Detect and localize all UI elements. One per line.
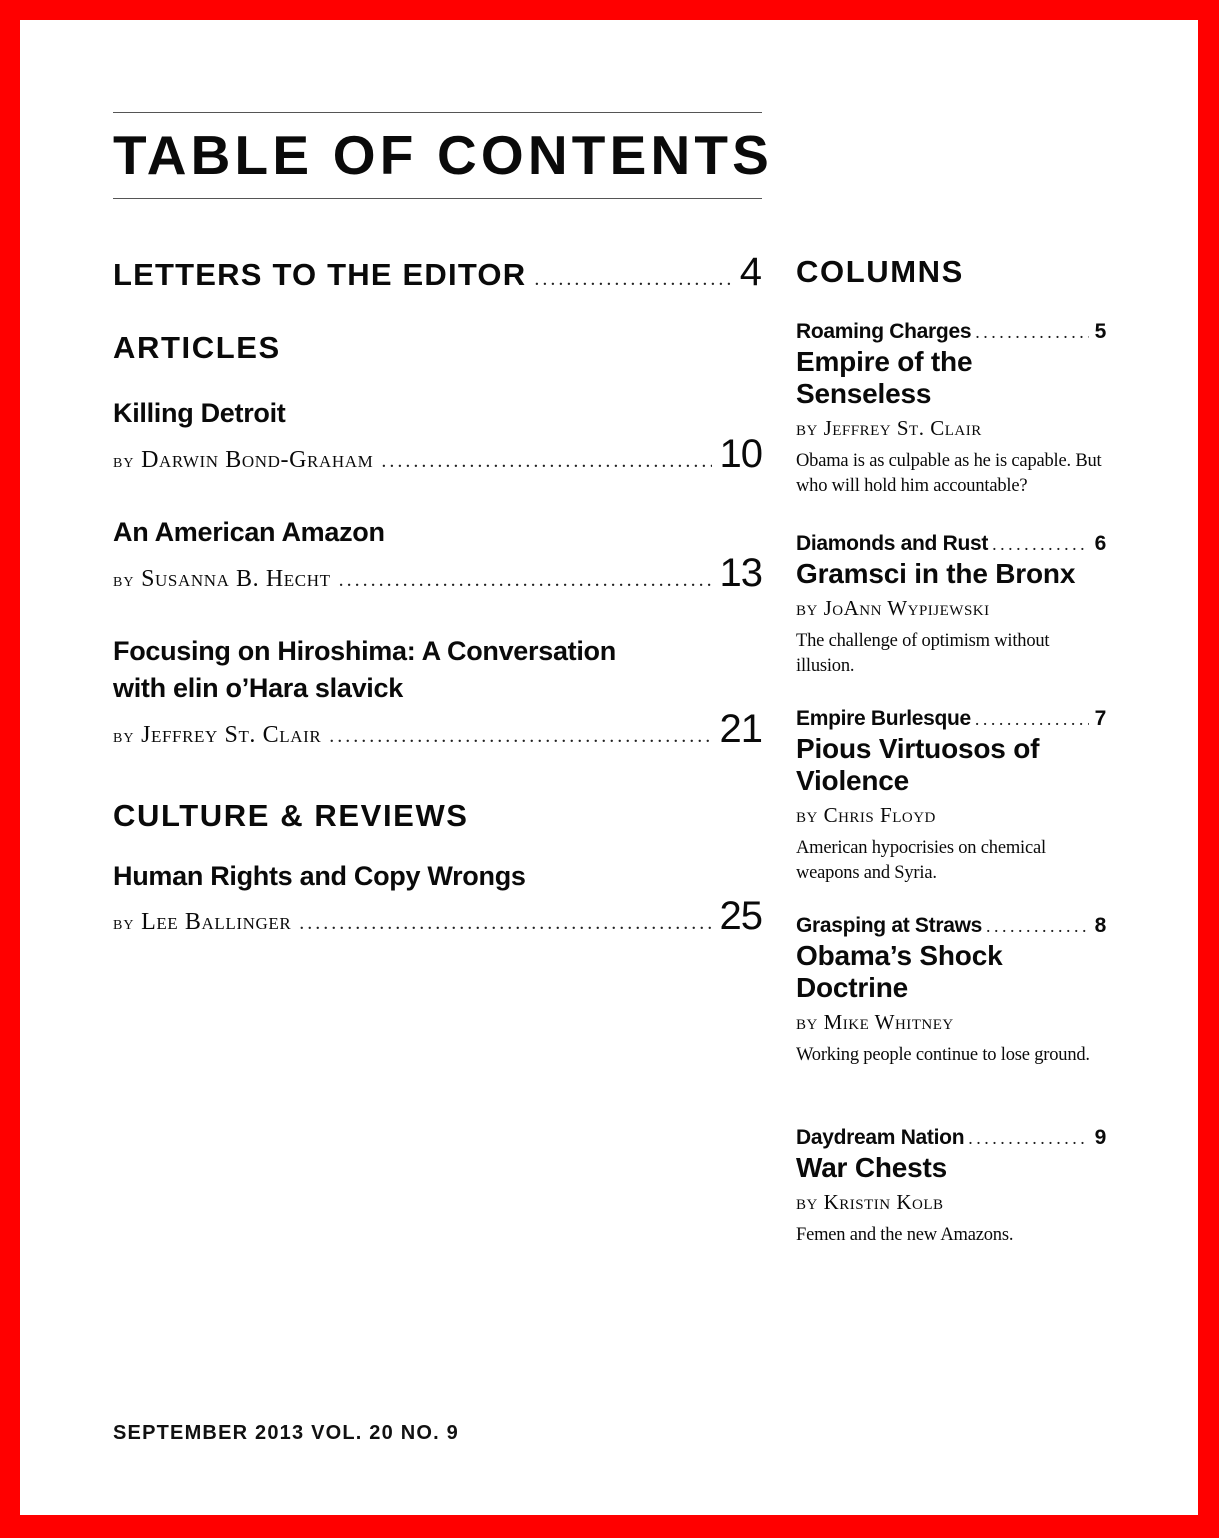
article-title[interactable]: An American Amazon <box>113 517 385 547</box>
toc-entry-letters[interactable] <box>113 250 762 295</box>
article-byline-row <box>113 707 762 752</box>
byline: by Mike Whitney <box>796 1010 954 1034</box>
page-number: 9 <box>1094 1126 1106 1149</box>
article-byline-row <box>113 551 762 596</box>
dot-leader <box>339 569 712 592</box>
page-title: TABLE OF CONTENTS <box>113 124 774 186</box>
byline: by Lee Ballinger <box>113 909 292 935</box>
column-name: Grasping at Straws <box>796 914 982 937</box>
dot-leader <box>986 916 1089 937</box>
byline: by JoAnn Wypijewski <box>796 596 990 620</box>
column-name: Empire Burlesque <box>796 707 971 730</box>
dot-leader <box>299 912 711 935</box>
dot-leader <box>534 268 731 291</box>
page-number: 25 <box>719 894 762 938</box>
column-entry[interactable] <box>796 914 1106 1068</box>
column-name: Roaming Charges <box>796 320 972 343</box>
column-name-row <box>796 914 1106 938</box>
column-description: American hypocrisies on chemical weapons and Syria. <box>796 838 1046 883</box>
article-title[interactable]: Killing Detroit <box>113 398 286 428</box>
article-byline-row <box>113 894 762 939</box>
issue-info: SEPTEMBER 2013 VOL. 20 NO. 9 <box>113 1422 459 1444</box>
column-title: Empire of the Senseless <box>796 346 973 409</box>
section-heading-culture: CULTURE & REVIEWS <box>113 798 469 833</box>
column-name-row <box>796 1126 1106 1150</box>
column-entry[interactable] <box>796 1126 1106 1248</box>
column-description: Obama is as culpable as he is capable. But who will hold him accountable? <box>796 451 1102 496</box>
section-heading-columns: COLUMNS <box>796 254 964 289</box>
column-description: Working people continue to lose ground. <box>796 1045 1090 1065</box>
dot-leader <box>992 534 1089 555</box>
toc-page <box>20 20 1198 1515</box>
page-number: 8 <box>1094 914 1106 937</box>
column-entry[interactable] <box>796 320 1106 499</box>
byline: by Kristin Kolb <box>796 1190 944 1214</box>
dot-leader <box>329 725 711 748</box>
column-title: Gramsci in the Bronx <box>796 558 1076 589</box>
page-number: 13 <box>719 551 762 595</box>
column-name: Daydream Nation <box>796 1126 965 1149</box>
column-entry[interactable] <box>796 707 1106 886</box>
byline: by Jeffrey St. Clair <box>796 416 982 440</box>
column-title: War Chests <box>796 1152 948 1183</box>
byline: by Darwin Bond-Graham <box>113 447 374 473</box>
column-title: Obama’s Shock Doctrine <box>796 940 1003 1003</box>
article-title[interactable]: Focusing on Hiroshima: A Conversation with elin o’Hara slavick <box>113 636 616 703</box>
page-number: 5 <box>1094 320 1106 343</box>
dot-leader <box>975 322 1088 343</box>
column-entry[interactable] <box>796 532 1106 679</box>
page-number: 21 <box>719 707 762 751</box>
column-name-row <box>796 707 1106 731</box>
byline: by Jeffrey St. Clair <box>113 722 322 748</box>
column-description: The challenge of optimism without illusion. <box>796 631 1050 676</box>
letters-label: LETTERS TO THE EDITOR <box>113 257 527 292</box>
section-heading-articles: ARTICLES <box>113 330 281 365</box>
column-name-row <box>796 532 1106 556</box>
article-title[interactable]: Human Rights and Copy Wrongs <box>113 861 526 891</box>
byline: by Chris Floyd <box>796 803 936 827</box>
dot-leader <box>968 1128 1088 1149</box>
page-number: 6 <box>1094 532 1106 555</box>
dot-leader <box>975 709 1089 730</box>
column-title: Pious Virtuosos of Violence <box>796 733 1040 796</box>
column-name: Diamonds and Rust <box>796 532 989 555</box>
column-name-row <box>796 320 1106 344</box>
column-description: Femen and the new Amazons. <box>796 1225 1014 1245</box>
page-number: 4 <box>739 250 762 294</box>
page-number: 10 <box>719 432 762 476</box>
article-byline-row <box>113 432 762 477</box>
title-block <box>113 112 774 199</box>
dot-leader <box>381 450 711 473</box>
byline: by Susanna B. Hecht <box>113 566 331 592</box>
page-number: 7 <box>1094 707 1106 730</box>
